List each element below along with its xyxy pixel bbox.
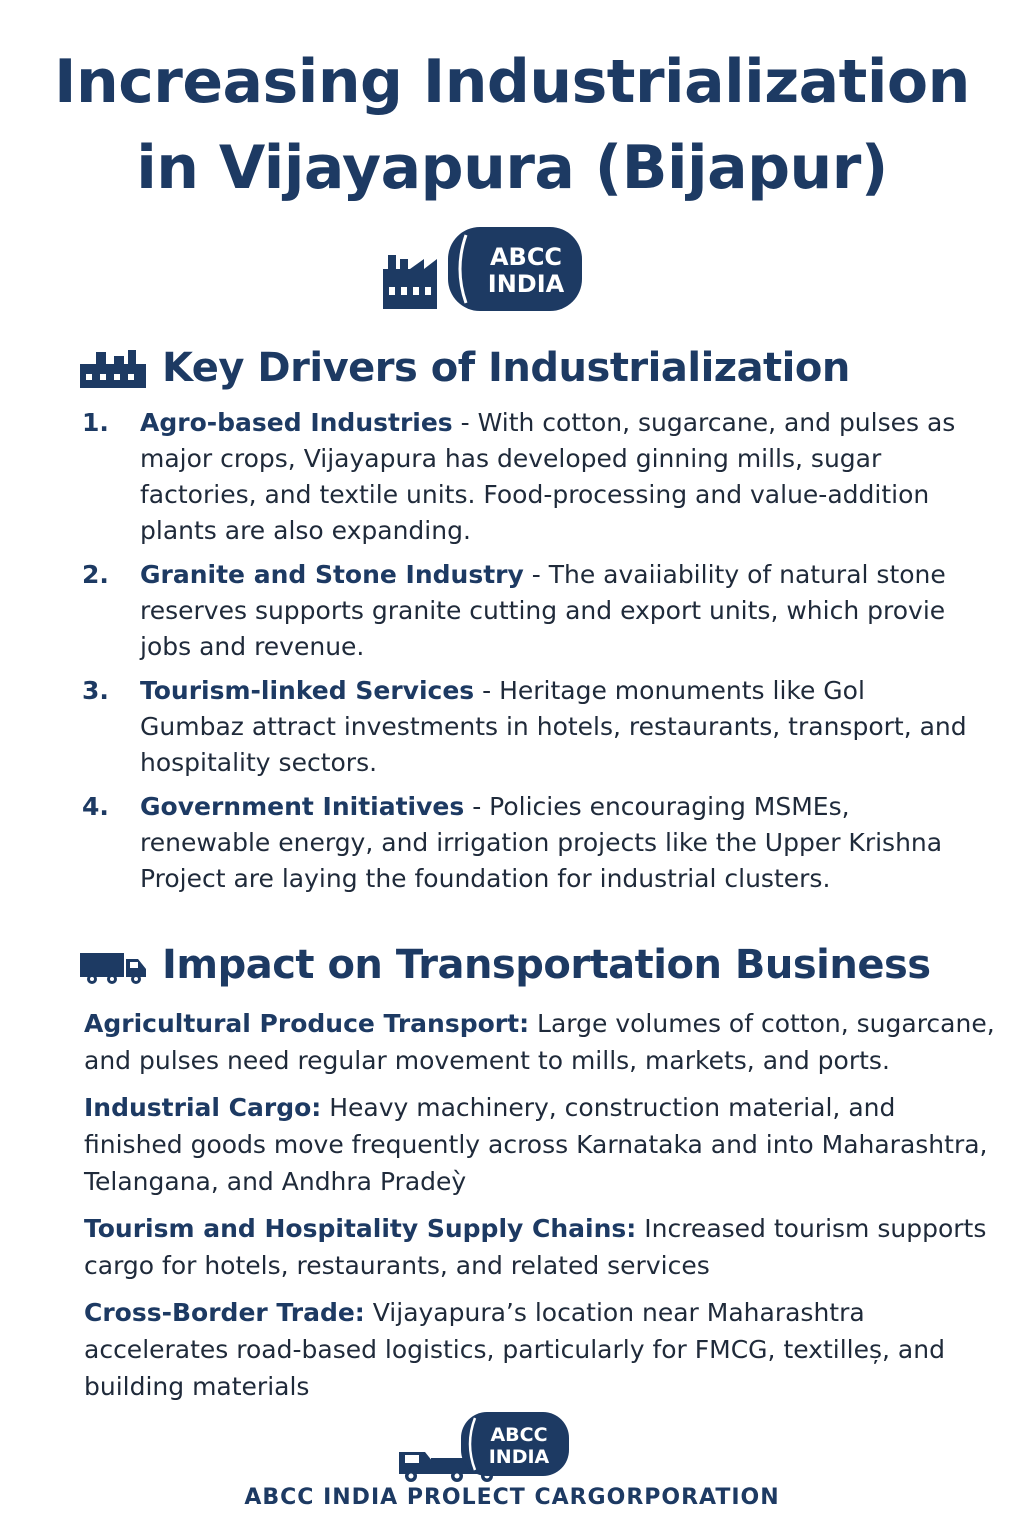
list-item-text: - Policies encouraging MSMEs, renewable energy, and irrigation projects like the Upper Krishna Project are laying the foundation for industrial clusters. [140, 792, 943, 893]
impact-item-title: Industrial Cargo: [84, 1093, 322, 1122]
footer-company-name: ABCC INDIA PROLECT CARGORPORATION [244, 1485, 780, 1510]
impact-item-text: Vijayapura’s location near Maharashtra accelerates road-based logistics, particularly for FMCG, textilleș, and building materials [84, 1298, 945, 1401]
list-item [84, 1210, 999, 1284]
list-item [84, 1089, 999, 1200]
list-item [82, 673, 972, 781]
industry-icon [78, 346, 150, 390]
impact-heading-label: Impact on Transportation Business [162, 942, 931, 988]
list-item [84, 1005, 999, 1079]
list-item [82, 789, 972, 897]
factory-icon [383, 255, 437, 309]
list-number: 1. [82, 408, 109, 437]
impact-list [84, 1005, 999, 1415]
abcc-badge [448, 227, 582, 311]
list-number: 4. [82, 792, 109, 821]
impact-section-heading [78, 937, 931, 993]
list-item-title: Government Initiatives [140, 792, 465, 821]
drivers-section-heading [78, 340, 850, 396]
logo-text-abcc: ABCC [489, 243, 563, 271]
list-item-text: - The avaiiability of natural stone reserves supports granite cutting and export units, which provie jobs and revenue. [140, 560, 946, 661]
list-item [82, 405, 972, 549]
footer-logo-text-india: INDIA [488, 1446, 550, 1468]
list-item-text: - With cotton, sugarcane, and pulses as major crops, Vijayapura has developed ginning mills, sugar factories, and textile units. Food-processing and value-addition plants are also expanding. [140, 408, 956, 545]
impact-item-text: Increased tourism supports cargo for hotels, restaurants, and related services [84, 1214, 987, 1280]
page-subtitle: in Vijayapura (Bijapur) [136, 133, 888, 203]
drivers-heading-label: Key Drivers of Industrialization [162, 345, 850, 391]
truck-icon [78, 943, 150, 987]
impact-item-text: Heavy machinery, construction material, and finished goods move frequently across Karnataka and into Maharashtra, Telangana, and Andhra Pradeỳ [84, 1093, 988, 1196]
footer-logo [395, 1408, 575, 1488]
impact-item-text: Large volumes of cotton, sugarcane, and pulses need regular movement to mills, markets, and ports. [84, 1009, 995, 1075]
impact-item-title: Tourism and Hospitality Supply Chains: [84, 1214, 637, 1243]
impact-item-title: Agricultural Produce Transport: [84, 1009, 530, 1038]
impact-item-title: Cross-Border Trade: [84, 1298, 365, 1327]
footer-abcc-badge [461, 1412, 569, 1476]
list-item-title: Tourism-linked Services [140, 676, 475, 705]
drivers-list [82, 405, 972, 905]
list-item [82, 557, 972, 665]
list-item-title: Granite and Stone Industry [140, 560, 524, 589]
list-item-title: Agro-based Industries [140, 408, 453, 437]
list-number: 2. [82, 560, 109, 589]
footer-logo-text-abcc: ABCC [490, 1424, 548, 1446]
page-title: Increasing Industrialization [54, 47, 970, 117]
list-item [84, 1294, 999, 1405]
list-number: 3. [82, 676, 109, 705]
list-item-text: - Heritage monuments like Gol Gumbaz attract investments in hotels, restaurants, transport, and hospitality sectors. [140, 676, 967, 777]
logo-text-india: INDIA [487, 270, 565, 298]
abcc-india-logo [380, 225, 600, 315]
